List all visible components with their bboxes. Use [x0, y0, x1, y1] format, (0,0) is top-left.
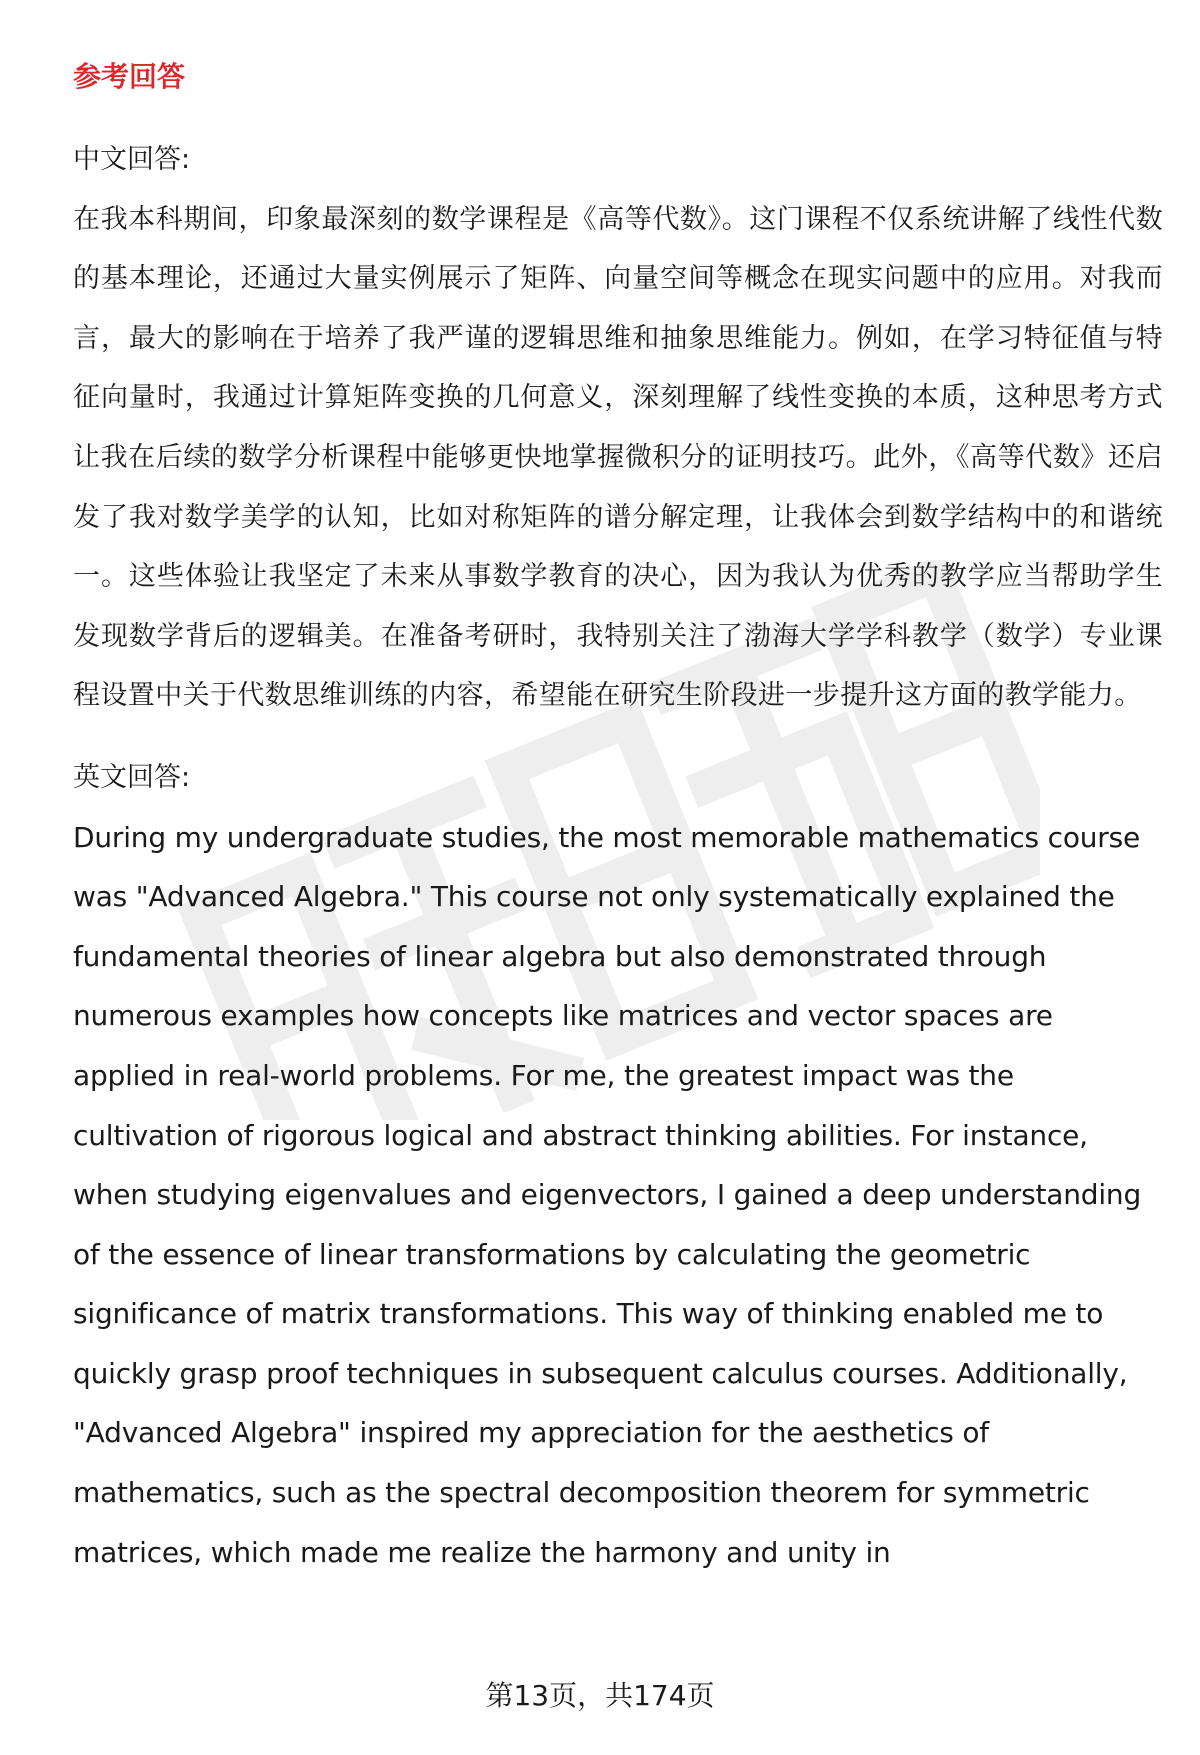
paragraph-spacer: [73, 726, 1163, 748]
english-answer-label: 英文回答:: [73, 761, 191, 793]
chinese-answer-text: 在我本科期间，印象最深刻的数学课程是《高等代数》。这门课程不仅系统讲解了线性代数的基本理论，还通过大量实例展示了矩阵、向量空间等概念在现实问题中的应用。对我而言，最大的影响在于培养了我严谨的逻辑思维和抽象思维能力。例如，在学习特征值与特征向量时，我通过计算矩阵变换的几何意义，深刻理解了线性变换的本质，这种思考方式让我在后续的数学分析课程中能够更快地掌握微积分的证明技巧。此外，《高等代数》还启发了我对数学美学的认知，比如对称矩阵的谱分解定理，让我体会到数学结构中的和谐统一。这些体验让我坚定了未来从事数学教育的决心，因为我认为优秀的教学应当帮助学生发现数学背后的逻辑美。在准备考研时，我特别关注了渤海大学学科教学（数学）专业课程设置中关于代数思维训练的内容，希望能在研究生阶段进一步提升这方面的教学能力。: [73, 203, 1163, 712]
chinese-answer-label: 中文回答:: [73, 144, 191, 175]
section-heading: 参考回答: [73, 60, 186, 93]
page-number-footer: 第13页，共174页: [485, 1679, 715, 1712]
document-body: [73, 56, 1163, 1582]
english-answer-text: During my undergraduate studies, the most memorable mathematics course was "Advanced Algebra." This course not only systematically explained the fundamental theories of linear algebra but also demonstrated through numerous examples how concepts like matrices and vector spaces are applied in real-world problems. For me, the greatest impact was the cultivation of rigorous logical and abstract thinking abilities. For instance, when studying eigenvalues and eigenvectors, I gained a deep understanding of the essence of linear transformations by calculating the geometric significance of matrix transformations. This way of thinking enabled me to quickly grasp proof techniques in subsequent calculus courses. Additionally, "Advanced Algebra" inspired my appreciation for the aesthetics of mathematics, such as the spectral decomposition theorem for symmetric matrices, which made me realize the harmony and unity in: [73, 820, 1142, 1569]
